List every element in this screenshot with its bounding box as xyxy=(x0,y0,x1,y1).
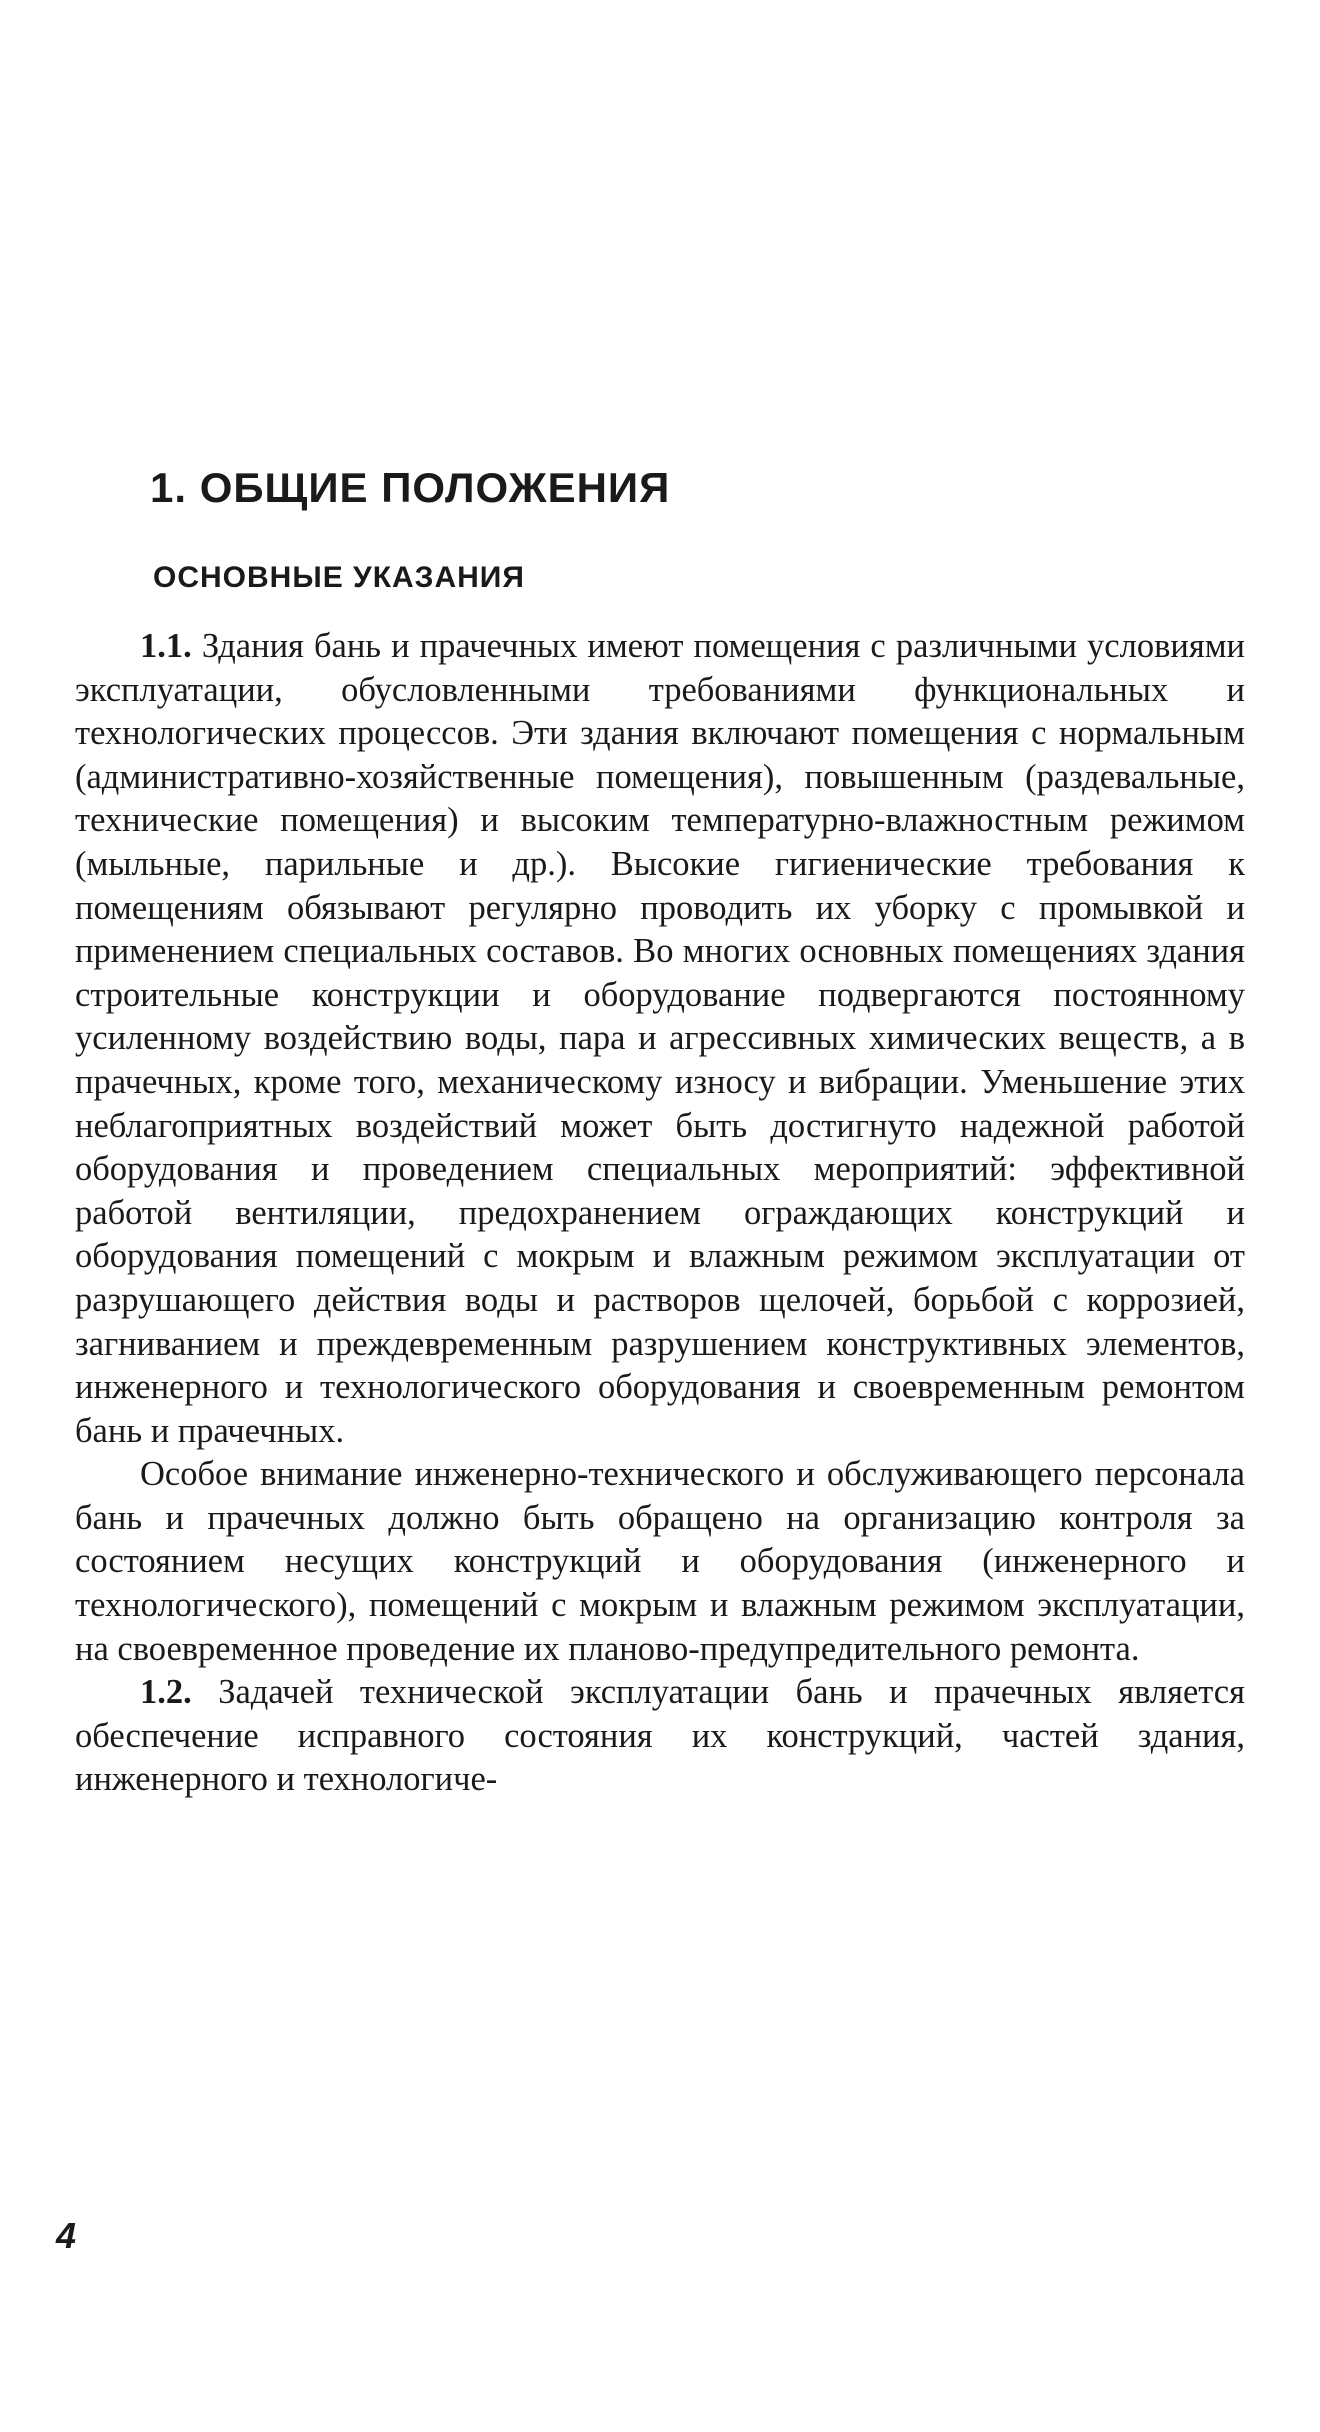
paragraph-text: Задачей технической эксплуатации бань и прачечных является обеспечение исправного состояния их конструкций, частей здания, инженерного и технологиче- xyxy=(75,1673,1245,1799)
body-text xyxy=(75,625,1245,1802)
chapter-title: 1. ОБЩИЕ ПОЛОЖЕНИЯ xyxy=(150,464,671,511)
paragraph-number: 1.2. xyxy=(140,1673,192,1712)
paragraph-text: Здания бань и прачечных имеют помещения с различными условиями эксплуатации, обусловленными требованиями функциональных и технологических процессов. Эти здания включают помещения с нормальным (административно-хозяйственные помещения), повышенным (раздевальные, технические помещения) и высоким температурно-влажностным режимом (мыльные, парильные и др.). Высокие гигиенические требования к помещениям обязывают регулярно проводить их уборку с промывкой и применением специальных составов. Во многих основных помещениях здания строительные конструкции и оборудование подвергаются постоянному усиленному воздействию воды, пара и агрессивных химических веществ, а в прачечных, кроме того, механическому износу и вибрации. Уменьшение этих неблагоприятных воздействий может быть достигнуто надежной работой оборудования и проведением специальных мероприятий: эффективной работой вентиляции, предохранением ограждающих конструкций и оборудования помещений с мокрым и влажным режимом эксплуатации от разрушающего действия воды и растворов щелочей, борьбой с коррозией, загниванием и преждевременным разрушением конструктивных элементов, инженерного и технологического оборудования и своевременным ремонтом бань и прачечных. xyxy=(75,627,1245,1450)
section-title: ОСНОВНЫЕ УКАЗАНИЯ xyxy=(153,561,525,594)
paragraph-1-1 xyxy=(75,625,1245,1453)
paragraph-number: 1.1. xyxy=(140,627,192,665)
paragraph-1-2 xyxy=(75,1671,1245,1802)
page-number: 4 xyxy=(56,2215,77,2256)
paragraph-1-1-continued xyxy=(75,1453,1245,1671)
paragraph-text: Особое внимание инженерно-технического и обслуживающего персонала бань и прачечных должно быть обращено на организацию контроля за состоянием несущих конструкций и оборудования (инженерного и технологического), помещений с мокрым и влажным режимом эксплуатации, на своевременное проведение их планово-предупредительного ремонта. xyxy=(75,1455,1245,1668)
